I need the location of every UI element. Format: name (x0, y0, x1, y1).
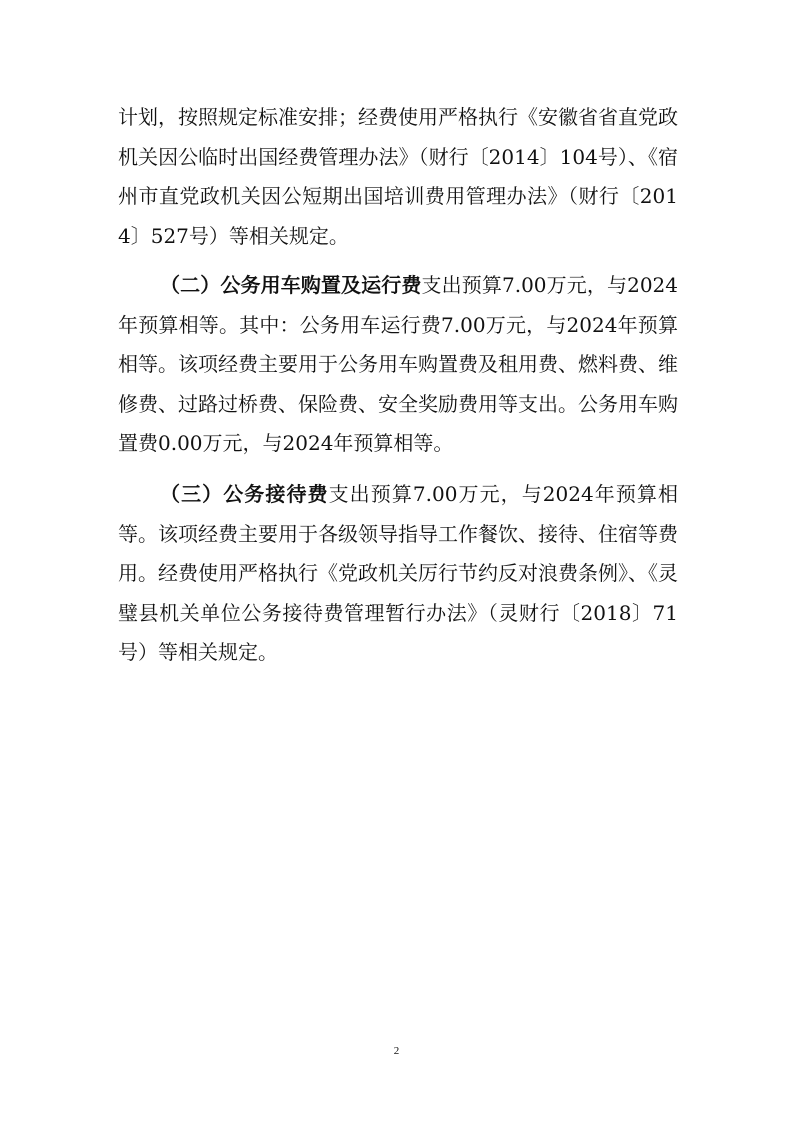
paragraph-text: 计划，按照规定标准安排；经费使用严格执行《安徽省省直党政机关因公临时出国经费管理办法》（财行〔2014〕104号）、《宿州市直党政机关因公短期出国培训费用管理办法》（财行〔2014〕527号）等相关规定。 (118, 105, 678, 248)
paragraph-official-reception (118, 475, 678, 673)
paragraph-official-vehicle (118, 266, 678, 464)
section-heading-reception: （三）公务接待费 (160, 482, 329, 506)
paragraph-text: 支出预算7.00万元，与2024年预算相等。该项经费主要用于各级领导指导工作餐饮、接待、住宿等费用。经费使用严格执行《党政机关厉行节约反对浪费条例》、《灵璧县机关单位公务接待费管理暂行办法》（灵财行〔2018〕71号）等相关规定。 (118, 482, 679, 664)
section-heading-vehicle: （二）公务用车购置及运行费 (160, 273, 422, 297)
page-number: 2 (393, 1045, 400, 1057)
paragraph-text: 支出预算7.00万元，与2024年预算相等。其中：公务用车运行费7.00万元，与2024年预算相等。该项经费主要用于公务用车购置费及租用费、燃料费、维修费、过路过桥费、保险费、安全奖励费用等支出。公务用车购置费0.00万元，与2024年预算相等。 (118, 273, 678, 455)
paragraph-overseas-travel-continued (118, 98, 678, 256)
